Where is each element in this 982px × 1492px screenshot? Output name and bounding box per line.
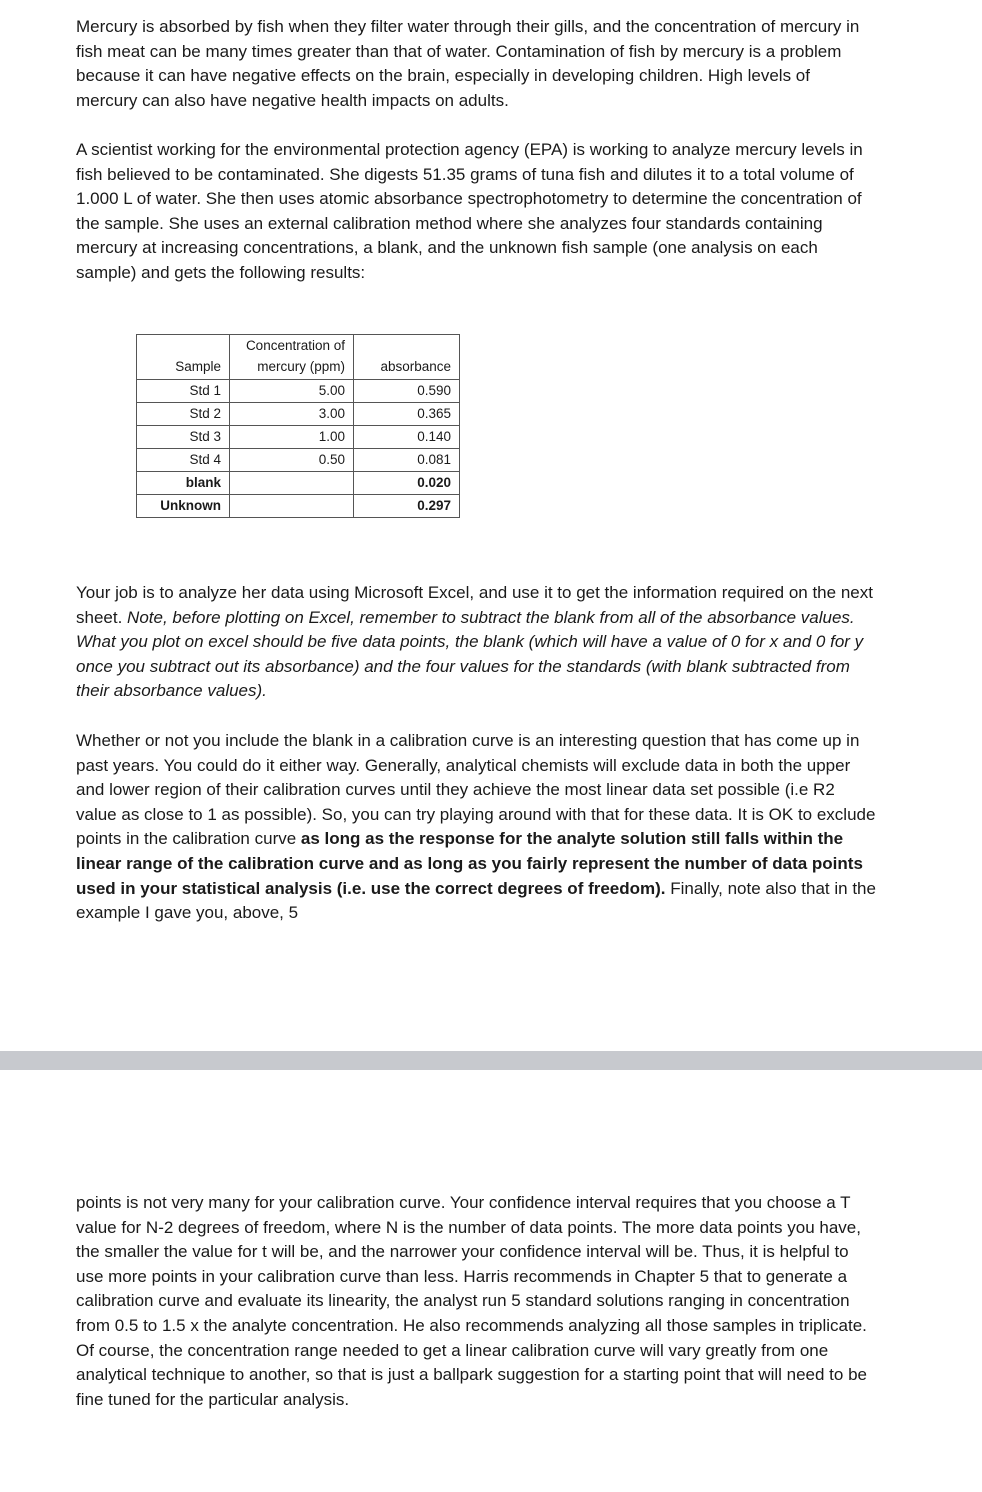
table-header-row xyxy=(137,335,460,380)
cell-sample: Std 2 xyxy=(137,403,230,426)
instructions-note: Note, before plotting on Excel, remember to subtract the blank from all of the absorbance values. What you plot on excel should be five data points, the blank (which will have a value of 0 for x and 0 for y once you subtract out its absorbance) and the four values for the standards (with blank subtracted from their absorbance values). xyxy=(76,607,864,701)
cell-concentration xyxy=(230,495,354,518)
discussion-emphasis: as long as the response for the analyte solution still falls within the linear range of the calibration curve and as long as you fairly represent the number of data points used in your statistical analysis (i.e. use the correct degrees of freedom). xyxy=(76,829,863,898)
table-row xyxy=(137,495,460,518)
continuation-paragraph: points is not very many for your calibration curve. Your confidence interval requires that you choose a T value for N-2 degrees of freedom, where N is the number of data points. The more data points you have, the smaller the value for t will be, and the narrower your confidence interval will be. Thus, it is helpful to use more points in your calibration curve than less. Harris recommends in Chapter 5 that to generate a calibration curve and evaluate its linearity, the analyst run 5 standard solutions ranging in concentration from 0.5 to 1.5 x the analyte concentration. He also recommends analyzing all those samples in triplicate. Of course, the concentration range needed to get a linear calibration curve will vary greatly from one analytical technique to another, so that is just a ballpark suggestion for a starting point that will need to be fine tuned for the particular analysis. xyxy=(76,1193,867,1409)
instructions-text: Your job is to analyze her data using Microsoft Excel, and use it to get the information required on the next sheet. xyxy=(76,583,873,627)
scenario-paragraph: A scientist working for the environmental protection agency (EPA) is working to analyze mercury levels in fish believed to be contaminated. She digests 51.35 grams of tuna fish and dilutes it to a total volume of 1.000 L of water. She then uses atomic absorbance spectrophotometry to determine the concentration of the sample. She uses an external calibration method where she analyzes four standards containing mercury at increasing concentrations, a blank, and the unknown fish sample (one analysis on each sample) and gets the following results: xyxy=(76,140,863,282)
cell-sample: Std 4 xyxy=(137,449,230,472)
table-row xyxy=(137,449,460,472)
blank-discussion-paragraph xyxy=(76,729,876,926)
table-row xyxy=(137,426,460,449)
intro-paragraph: Mercury is absorbed by fish when they filter water through their gills, and the concentration of mercury in fish meat can be many times greater than that of water. Contamination of fish by mercury is a problem because it can have negative effects on the brain, especially in developing children. High levels of mercury can also have negative health impacts on adults. xyxy=(76,17,860,110)
cell-sample: blank xyxy=(137,472,230,495)
cell-concentration xyxy=(230,472,354,495)
cell-absorbance: 0.590 xyxy=(354,380,460,403)
cell-concentration: 0.50 xyxy=(230,449,354,472)
discussion-text: Whether or not you include the blank in a calibration curve is an interesting question that has come up in past years. You could do it either way. Generally, analytical chemists will exclude data in both the upper and lower region of their calibration curves until they achieve the most linear data set possible (i.e R2 value as close to 1 as possible). So, you can try playing around with that for these data. It is OK to exclude points in the calibration curve xyxy=(76,731,876,849)
instructions-paragraph xyxy=(76,581,876,704)
cell-absorbance: 0.140 xyxy=(354,426,460,449)
cell-sample: Unknown xyxy=(137,495,230,518)
cell-concentration: 3.00 xyxy=(230,403,354,426)
header-sample: Sample xyxy=(137,335,230,380)
discussion-continued: Finally, note also that in the example I gave you, above, 5 xyxy=(76,878,876,923)
cell-absorbance: 0.365 xyxy=(354,403,460,426)
cell-absorbance: 0.297 xyxy=(354,495,460,518)
table-row xyxy=(137,403,460,426)
cell-concentration: 5.00 xyxy=(230,380,354,403)
cell-absorbance: 0.020 xyxy=(354,472,460,495)
cell-concentration: 1.00 xyxy=(230,426,354,449)
header-absorbance: absorbance xyxy=(354,335,460,380)
table-row xyxy=(137,380,460,403)
table-row xyxy=(137,472,460,495)
cell-sample: Std 1 xyxy=(137,380,230,403)
header-concentration: Concentration of mercury (ppm) xyxy=(230,335,354,380)
cell-absorbance: 0.081 xyxy=(354,449,460,472)
page-break-divider xyxy=(0,1051,982,1070)
results-table xyxy=(136,334,460,518)
cell-sample: Std 3 xyxy=(137,426,230,449)
